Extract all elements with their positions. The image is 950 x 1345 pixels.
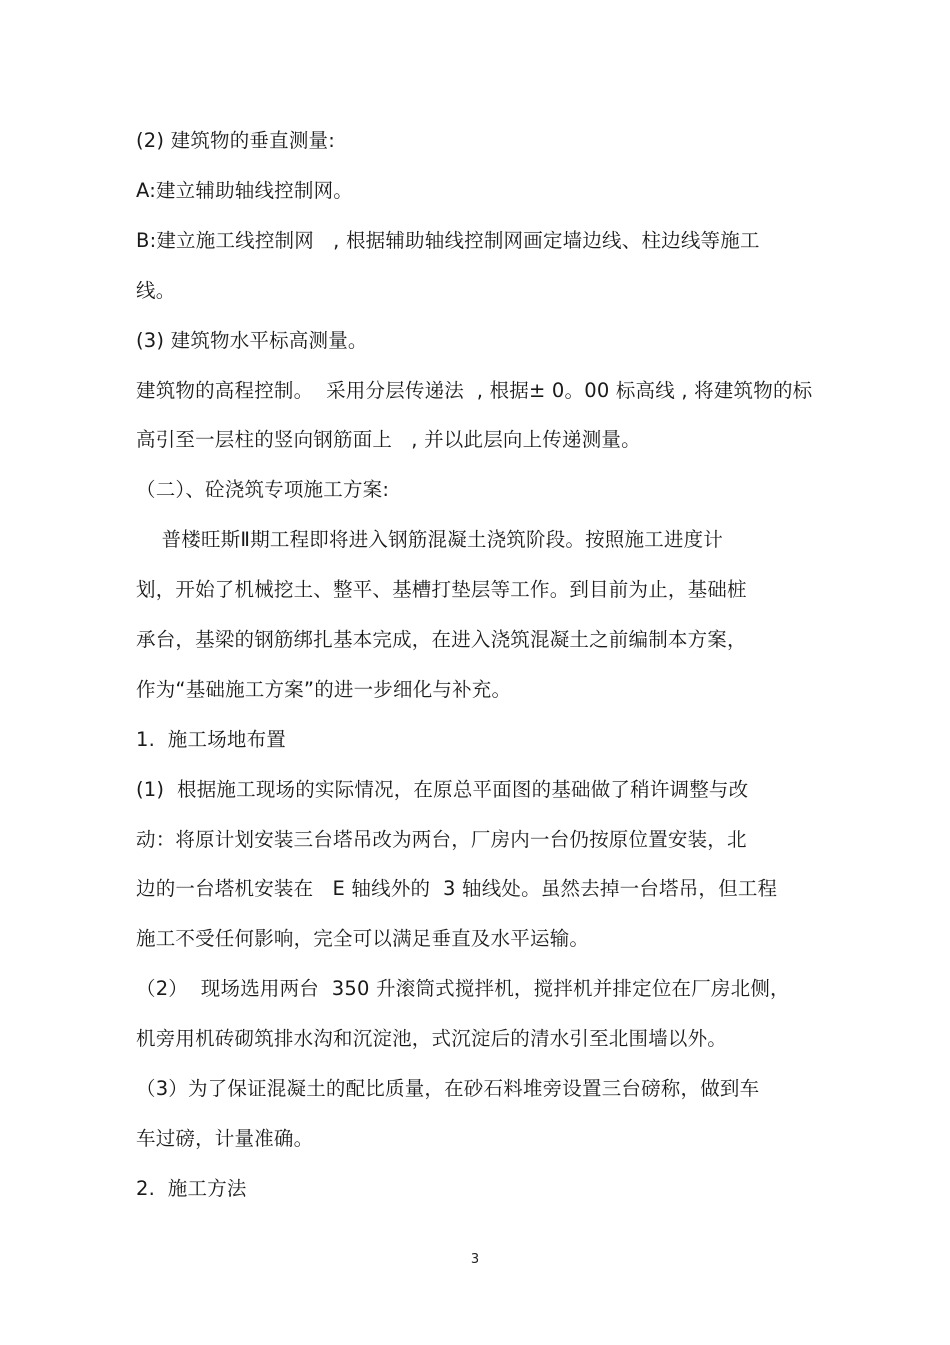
text-line: (3) 建筑物水平标高测量。 bbox=[136, 329, 368, 352]
text-line: 建筑物的高程控制。 采用分层传递法 , 根据± 0。00 标高线 , 将建筑物的标 bbox=[136, 379, 813, 402]
text-line: (2) 建筑物的垂直测量: bbox=[136, 129, 335, 152]
text-line: B:建立施工线控制网 , 根据辅助轴线控制网画定墙边线、柱边线等施工 bbox=[136, 229, 760, 252]
section-heading: （二）、砼浇筑专项施工方案: bbox=[136, 478, 390, 501]
paragraph-line: 普楼旺斯Ⅱ期工程即将进入钢筋混凝土浇筑阶段。按照施工进度计 bbox=[136, 528, 723, 551]
text-line: A:建立辅助轴线控制网。 bbox=[136, 179, 353, 202]
paragraph-line: (1) 根据施工现场的实际情况，在原总平面图的基础做了稍许调整与改 bbox=[136, 778, 749, 801]
page-number: 3 bbox=[470, 1252, 480, 1267]
paragraph-line: （2） 现场选用两台 350 升滚筒式搅拌机，搅拌机并排定位在厂房北侧， bbox=[136, 977, 790, 1000]
subsection-heading: 2. 施工方法 bbox=[136, 1177, 247, 1200]
text-line: 高引至一层柱的竖向钢筋面上 , 并以此层向上传递测量。 bbox=[136, 428, 641, 451]
paragraph-line: 划，开始了机械挖土、整平、基槽打垫层等工作。到目前为止，基础桩 bbox=[136, 578, 747, 601]
paragraph-line: 动：将原计划安装三台塔吊改为两台，厂房内一台仍按原位置安装，北 bbox=[136, 828, 747, 851]
paragraph-line: 车过磅，计量准确。 bbox=[136, 1127, 314, 1150]
paragraph-line: 作为“基础施工方案”的进一步细化与补充。 bbox=[136, 678, 512, 701]
paragraph-line: 机旁用机砖砌筑排水沟和沉淀池，式沉淀后的清水引至北围墙以外。 bbox=[136, 1027, 728, 1050]
subsection-heading: 1. 施工场地布置 bbox=[136, 728, 287, 751]
paragraph-line: （3）为了保证混凝土的配比质量，在砂石料堆旁设置三台磅称，做到车 bbox=[136, 1077, 760, 1100]
paragraph-line: 边的一台塔机安装在 E 轴线外的 3 轴线处。虽然去掉一台塔吊，但工程 bbox=[136, 877, 778, 900]
text-line: 线。 bbox=[136, 279, 176, 302]
paragraph-line: 施工不受任何影响，完全可以满足垂直及水平运输。 bbox=[136, 927, 590, 950]
paragraph-line: 承台，基梁的钢筋绑扎基本完成，在进入浇筑混凝土之前编制本方案， bbox=[136, 628, 747, 651]
